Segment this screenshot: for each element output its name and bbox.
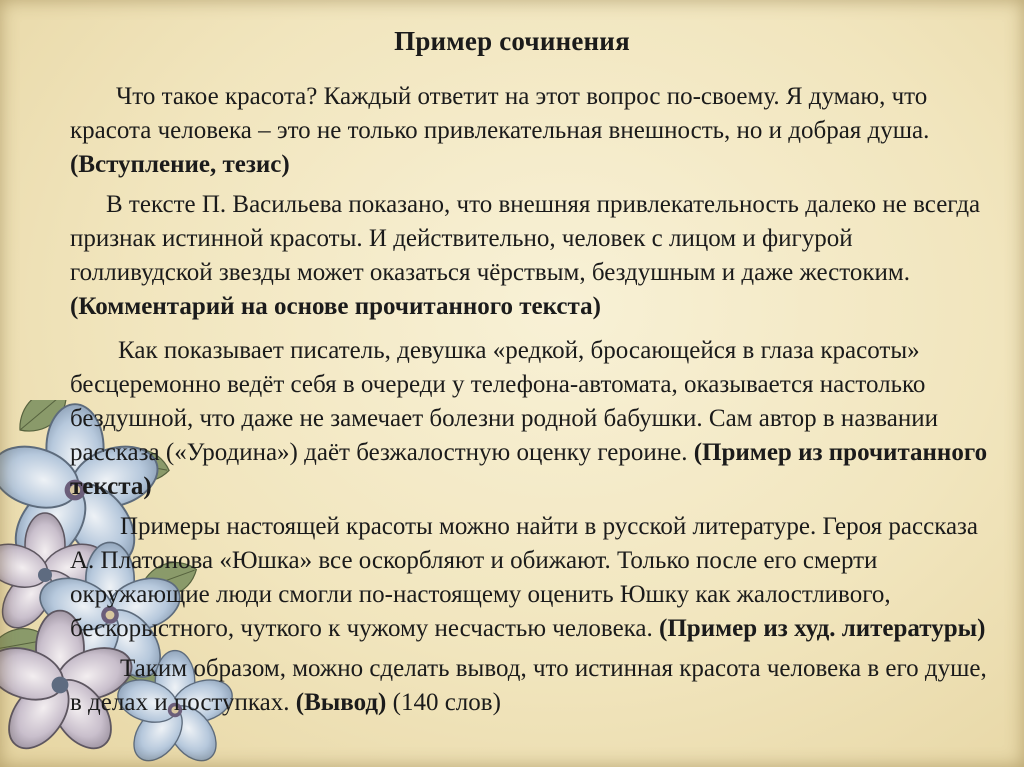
- paragraph-note: (Комментарий на основе прочитанного текста): [70, 293, 601, 320]
- paragraph-text: Таким образом, можно сделать вывод, что истинная красота человека в его душе, в делах и поступках.: [70, 655, 987, 716]
- paragraph-note: (Вывод): [295, 689, 387, 716]
- page-title-text: Пример сочинения: [394, 26, 630, 56]
- essay-paragraph: [70, 188, 1000, 324]
- essay-paragraph: [70, 80, 1000, 182]
- paragraph-text: Как показывает писатель, девушка «редкой, бросающейся в глаза красоты» бесцеремонно ведёт себя в очереди у телефона-автомата, оказывается настолько бездушной, что даже не замечает болезни родной бабушки. Сам автор в названии рассказа («Уродина») даёт безжалостную оценку героине.: [70, 337, 938, 466]
- essay-body: [70, 80, 1000, 728]
- paragraph-text: Примеры настоящей красоты можно найти в русской литературе. Героя рассказа А. Платонова «Юшка» все оскорбляют и обижают. Только после его смерти окружающие люди смогли по-настоящему оценить Юшку как жалостливого, бескорыстного, чуткого к чужому несчастью человека.: [70, 513, 979, 642]
- essay-paragraph: [70, 652, 1000, 720]
- essay-paragraph: [70, 334, 1000, 504]
- paragraph-note: (Вступление, тезис): [70, 151, 290, 178]
- paragraph-text: Что такое красота? Каждый ответит на этот вопрос по-своему. Я думаю, что красота человека – это не только привлекательная внешность, но и добрая душа.: [70, 83, 930, 144]
- paragraph-note: (Пример из худ. литературы): [659, 615, 986, 642]
- essay-paragraph: [70, 510, 1000, 646]
- paragraph-note: (Пример из прочитанного текста): [70, 439, 988, 500]
- paragraph-text: В тексте П. Васильева показано, что внешняя привлекательность далеко не всегда признак истинной красоты. И действительно, человек с лицом и фигурой голливудской звезды может оказаться чёрствым, бездушным и даже жестоким.: [70, 191, 981, 286]
- word-count: (140 слов): [386, 689, 501, 716]
- page-title: [0, 26, 1024, 57]
